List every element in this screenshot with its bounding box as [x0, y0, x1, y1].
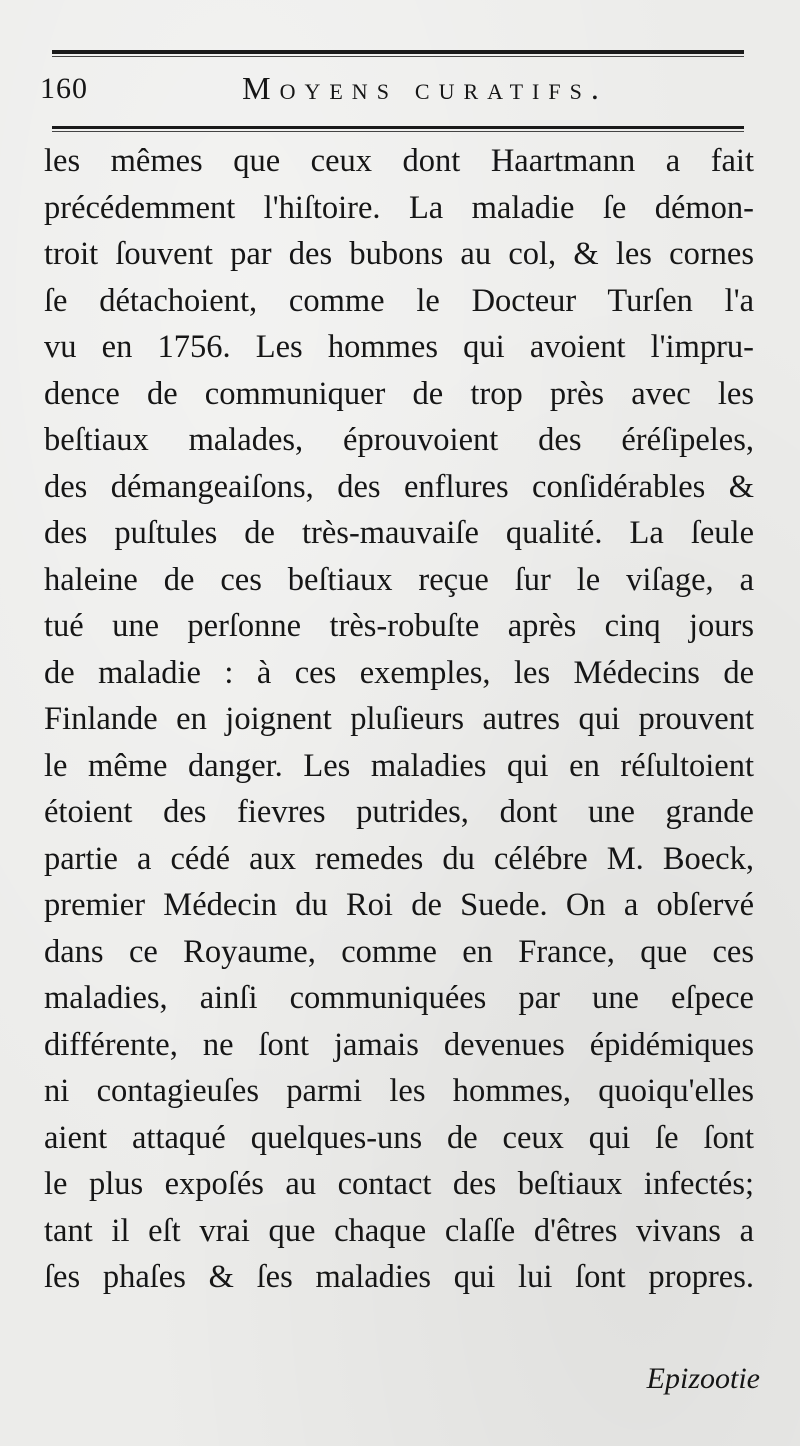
- text-line: le même danger. Les maladies qui en réſultoient: [44, 747, 754, 784]
- text-line: des démangeaiſons, des enflures conſidérables &: [44, 468, 754, 505]
- header-top-rule-thin: [52, 56, 744, 57]
- text-line: ni contagieuſes parmi les hommes, quoiqu'elles: [44, 1073, 754, 1109]
- header-top-rule: [52, 50, 744, 54]
- text-line: les mêmes que ceux dont Haartmann a fait: [44, 143, 754, 179]
- text-line: ſes phaſes & ſes maladies qui lui ſont propres.: [44, 1259, 754, 1295]
- header-bottom-rule: [52, 126, 744, 129]
- text-line: différente, ne ſont jamais devenues épidémiques: [44, 1026, 754, 1063]
- text-line: étoient des fievres putrides, dont une grande: [44, 794, 754, 830]
- text-line: maladies, ainſi communiquées par une eſpece: [44, 980, 754, 1016]
- header-bottom-rule-thin: [52, 131, 744, 132]
- running-title: Moyens curatifs.: [242, 70, 608, 106]
- body-text: [44, 138, 754, 1301]
- text-line: premier Médecin du Roi de Suede. On a obſervé: [44, 887, 754, 923]
- text-line: précédemment l'hiſtoire. La maladie ſe démon-: [44, 189, 754, 226]
- text-line: ſe détachoient, comme le Docteur Turſen l'a: [44, 282, 754, 319]
- text-line: le plus expoſés au contact des beſtiaux infectés;: [44, 1166, 754, 1202]
- text-line: tant il eſt vrai que chaque claſſe d'êtres vivans a: [44, 1212, 754, 1249]
- text-line: dans ce Royaume, comme en France, que ces: [44, 933, 754, 970]
- page-header: [40, 70, 760, 114]
- text-line: aient attaqué quelques-uns de ceux qui ſe ſont: [44, 1119, 754, 1156]
- text-line: beſtiaux malades, éprouvoient des éréſipeles,: [44, 422, 754, 458]
- text-line: des puſtules de très-mauvaiſe qualité. La ſeule: [44, 515, 754, 551]
- text-line: dence de communiquer de trop près avec les: [44, 375, 754, 412]
- catchword: Epizootie: [646, 1362, 760, 1395]
- text-line: vu en 1756. Les hommes qui avoient l'impru-: [44, 329, 754, 365]
- text-line: haleine de ces beſtiaux reçue ſur le viſage, a: [44, 561, 754, 598]
- text-line: troit ſouvent par des bubons au col, & les cornes: [44, 236, 754, 272]
- text-line: tué une perſonne très-robuſte après cinq jours: [44, 608, 754, 644]
- text-line: Finlande en joignent pluſieurs autres qui prouvent: [44, 701, 754, 737]
- text-line: de maladie : à ces exemples, les Médecins de: [44, 654, 754, 691]
- page-number: 160: [40, 72, 88, 105]
- text-line: partie a cédé aux remedes du célébre M. Boeck,: [44, 840, 754, 877]
